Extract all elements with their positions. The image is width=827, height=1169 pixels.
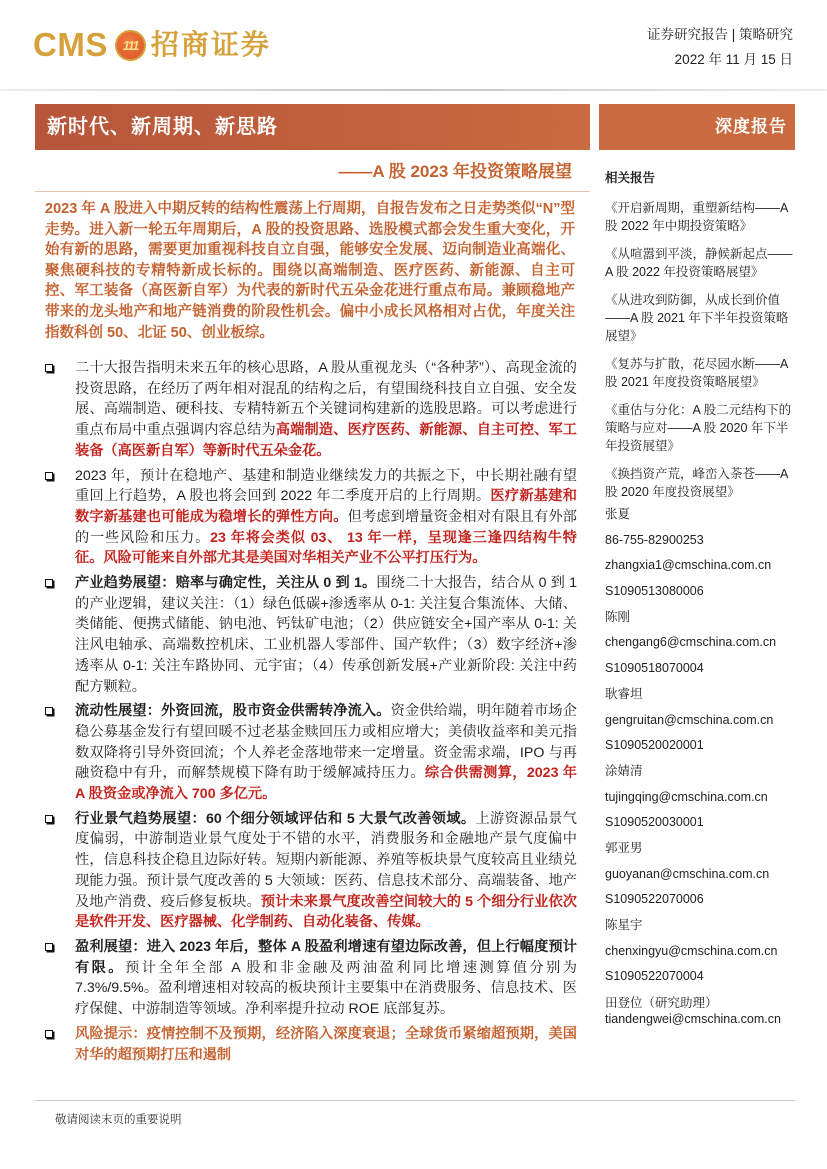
bullet-text: 预计全年全部 A 股和非金融及两油盈利同比增速测算值分别为 7.3%/9.5%。盈利增速相对较高的板块预计主要集中在消费服务、信息技术、医疗保健、中游制造等领域。净利率提升拉动 ROE 底部复苏。 — [75, 959, 577, 1018]
risk-warning: 风险提示：疫情控制不及预期，经济陷入深度衰退；全球货币紧缩超预期，美国对华的超预期打压和遏制 — [75, 1025, 577, 1063]
analyst-name: 张夏 — [605, 507, 631, 521]
square-bullet-icon — [45, 472, 53, 480]
analyst-name: 田登位（研究助理） — [605, 995, 718, 1010]
footer-divider — [35, 1100, 795, 1101]
list-item — [40, 809, 577, 933]
analyst-certificate: S1090513080006 — [605, 584, 704, 599]
analyst-card — [605, 836, 793, 913]
cms-logo — [33, 25, 271, 65]
analyst-card — [605, 913, 793, 990]
report-kind-banner — [599, 104, 795, 150]
analyst-certificate: S1090518070004 — [605, 661, 704, 676]
analyst-email: tiandengwei@cmschina.com.cn — [605, 1011, 781, 1026]
footer-notice: 敬请阅读末页的重要说明 — [55, 1114, 182, 1126]
report-date: 2022 年 11 月 15 日 — [674, 52, 793, 67]
report-meta — [647, 22, 793, 72]
analyst-list — [605, 502, 793, 1027]
bullet-highlight: 综合供需测算，2023 年 A 股资金或净流入 700 多亿元。 — [75, 765, 577, 803]
bullet-heading: 行业景气趋势展望：60 个细分领域评估和 5 大景气改善领域。 — [75, 810, 476, 827]
square-bullet-icon — [45, 943, 53, 951]
analyst-email: guoyanan@cmschina.com.cn — [605, 866, 770, 881]
report-subtitle: ——A 股 2023 年投资策略展望 — [338, 162, 572, 181]
logo-badge-text: 111 — [122, 37, 138, 53]
bullet-text: 资金供给端，明年随着市场企稳公募基金发行有望回暖不过老基金赎回压力或相应增大；美债收益率和美元指数双降将引导外资回流；个人养老金落地带来一定增量。资金需求端，IPO 与再融资稳中有升，而解禁规模下降有助于缓解减持压力。 — [75, 703, 577, 782]
logo-chinese-text: 招商证券 — [150, 29, 271, 60]
summary-paragraph: 2023 年 A 股进入中期反转的结构性震荡上行周期，自报告发布之日走势类似“N”型走势。进入新一轮五年周期后，A 股的投资思路、选股模式都会发生重大变化，开始有新的思路，需要更加重视科技自立自强，能够安全发展、迈向制造业高端化、聚焦硬科技的专精特新成长标的。围绕以高端制造、医疗医药、新能源、自主可控、军工装备（高医新自军）为代表的新时代五朵金花进行重点布局。兼顾稳地产带来的龙头地产和地产链消费的阶段性机会。偏中小成长风格相对占优，年度关注指数科创 50、北证 50、创业板综。 — [45, 201, 575, 341]
related-reports-title: 相关报告 — [605, 171, 656, 185]
bullet-heading: 流动性展望：外资回流，股市资金供需转净流入。 — [75, 703, 391, 720]
analyst-certificate: S1090520030001 — [605, 815, 704, 830]
square-bullet-icon — [45, 579, 53, 587]
bullet-highlight: 高端制造、医疗医药、新能源、自主可控、军工装备（高医新自军）等新时代五朵金花。 — [75, 422, 577, 459]
key-points-list — [40, 358, 577, 1069]
bullet-highlight: 医疗新基建和数字新基建也可能成为稳增长的弹性方向。 — [75, 488, 577, 525]
bullet-text: 二十大报告指明未来五年的核心思路，A 股从重视龙头（“各种茅”）、高现金流的投资思路，在经历了两年相对混乱的结构之后，有望围绕科技自立自强、安全发展、高端制造、硬科技、专精特新五个关键词构建新的选股思路。可以考虑进行重点布局中重点强调内容总结为 — [75, 360, 577, 439]
report-kind: 深度报告 — [715, 117, 787, 136]
related-report: 《从喧嚣到平淡，静候新起点——A 股 2022 年投资策略展望》 — [605, 247, 793, 279]
list-item — [40, 573, 577, 697]
bullet-text: 围绕二十大报告，结合从 0 到 1 的产业逻辑，建议关注：（1）绿色低碳+渗透率从 0-1: 关注复合集流体、大储、类储能、便携式储能、钠电池、钙钛矿电池；（2）供应链安全+国产率从 0-1: 关注风电轴承、高端数控机床、工业机器人零部件、国产软件；（3）数字经济+渗透率从 0-1: 关注车路协同、元宇宙；（4）传承创新发展+产业新阶段: 关注中药配方颗粒。 — [75, 575, 577, 695]
list-item — [40, 937, 577, 1020]
report-category: 证券研究报告 | 策略研究 — [646, 27, 793, 42]
analyst-certificate: S1090520020001 — [605, 738, 704, 753]
related-report: 《开启新周期，重塑新结构——A 股 2022 年中期投资策略》 — [605, 201, 788, 233]
analyst-name: 郭亚男 — [605, 840, 643, 855]
analyst-card — [605, 759, 793, 836]
title-banner — [35, 104, 590, 150]
related-report: 《换挡资产荒，峰峦入荼苍——A 股 2020 年度投资展望》 — [605, 467, 788, 499]
square-bullet-icon — [45, 707, 53, 715]
analyst-certificate: S1090522070004 — [605, 969, 704, 984]
list-item — [40, 701, 577, 805]
bullet-text: 但考虑到增量资金相对有限且有外部的一些风险和压力。 — [75, 508, 577, 546]
analyst-card — [605, 990, 793, 1027]
bullet-highlight: 23 年将会类似 03、 13 年一样，呈现逢三逢四结构牛特征。风险可能来自外部尤其是美国对华相关产业不公平打压行为。 — [75, 529, 577, 567]
analyst-card — [605, 502, 793, 605]
analyst-name: 陈刚 — [605, 609, 631, 624]
list-item — [40, 358, 577, 462]
sidebar — [605, 168, 793, 1027]
bullet-highlight: 预计未来景气度改善空间较大的 5 个细分行业依次是软件开发、医疗器械、化学制药、自动化装备、传媒。 — [75, 893, 577, 931]
related-reports-list — [605, 199, 793, 501]
analyst-email: gengruitan@cmschina.com.cn — [605, 712, 774, 727]
analyst-email: chengang6@cmschina.com.cn — [605, 635, 777, 650]
header-divider — [0, 89, 827, 91]
logo-badge-icon — [115, 30, 146, 61]
report-title: 新时代、新周期、新思路 — [47, 116, 278, 138]
analyst-name: 陈星宇 — [605, 918, 643, 932]
bullet-heading: 产业趋势展望：赔率与确定性，关注从 0 到 1。 — [75, 575, 377, 592]
analyst-certificate: S1090522070006 — [605, 892, 704, 907]
list-item-risk — [40, 1024, 577, 1065]
list-item — [40, 466, 577, 570]
analyst-name: 涂婧清 — [605, 763, 643, 778]
analyst-phone: 86-755-82900253 — [605, 532, 704, 547]
analyst-card — [605, 682, 793, 759]
subtitle-divider — [35, 191, 590, 192]
related-report: 《复苏与扩散，花尽园水断——A 股 2021 年度投资策略展望》 — [605, 357, 788, 389]
analyst-name: 耿睿坦 — [605, 686, 643, 701]
bullet-text: 2023 年，预计在稳地产、基建和制造业继续发力的共振之下，中长期社融有望重回上行趋势，A 股也将会回到 2022 年二季度开启的上行周期。 — [75, 467, 577, 505]
square-bullet-icon — [45, 815, 53, 823]
logo-latin-text: CMS — [33, 26, 108, 63]
analyst-email: tujingqing@cmschina.com.cn — [605, 789, 768, 804]
bullet-heading: 盈利展望：进入 2023 年后，整体 A 股盈利增速有望边际改善，但上行幅度预计有限。 — [75, 938, 577, 976]
square-bullet-icon — [45, 1030, 53, 1038]
analyst-email: chenxingyu@cmschina.com.cn — [605, 943, 778, 958]
analyst-email: zhangxia1@cmschina.com.cn — [605, 558, 772, 573]
related-report: 《重估与分化：A 股二元结构下的策略与应对——A 股 2020 年下半年投资展望》 — [605, 403, 792, 453]
square-bullet-icon — [45, 364, 53, 372]
related-report: 《从进攻到防御，从成长到价值——A 股 2021 年下半年投资策略展望》 — [605, 293, 789, 343]
bullet-text: 上游资源品景气度偏弱，中游制造业景气度处于不错的水平，消费服务和金融地产景气度偏中性，信息科技企稳且边际好转。短期内新能源、养殖等板块景气度较高且业绩兑现能力强。预计景气度改善的 5 大领域：医药、信息技术部分、高端装备、地产及地产消费、疫后修复板块。 — [75, 810, 577, 910]
analyst-card — [605, 605, 793, 682]
